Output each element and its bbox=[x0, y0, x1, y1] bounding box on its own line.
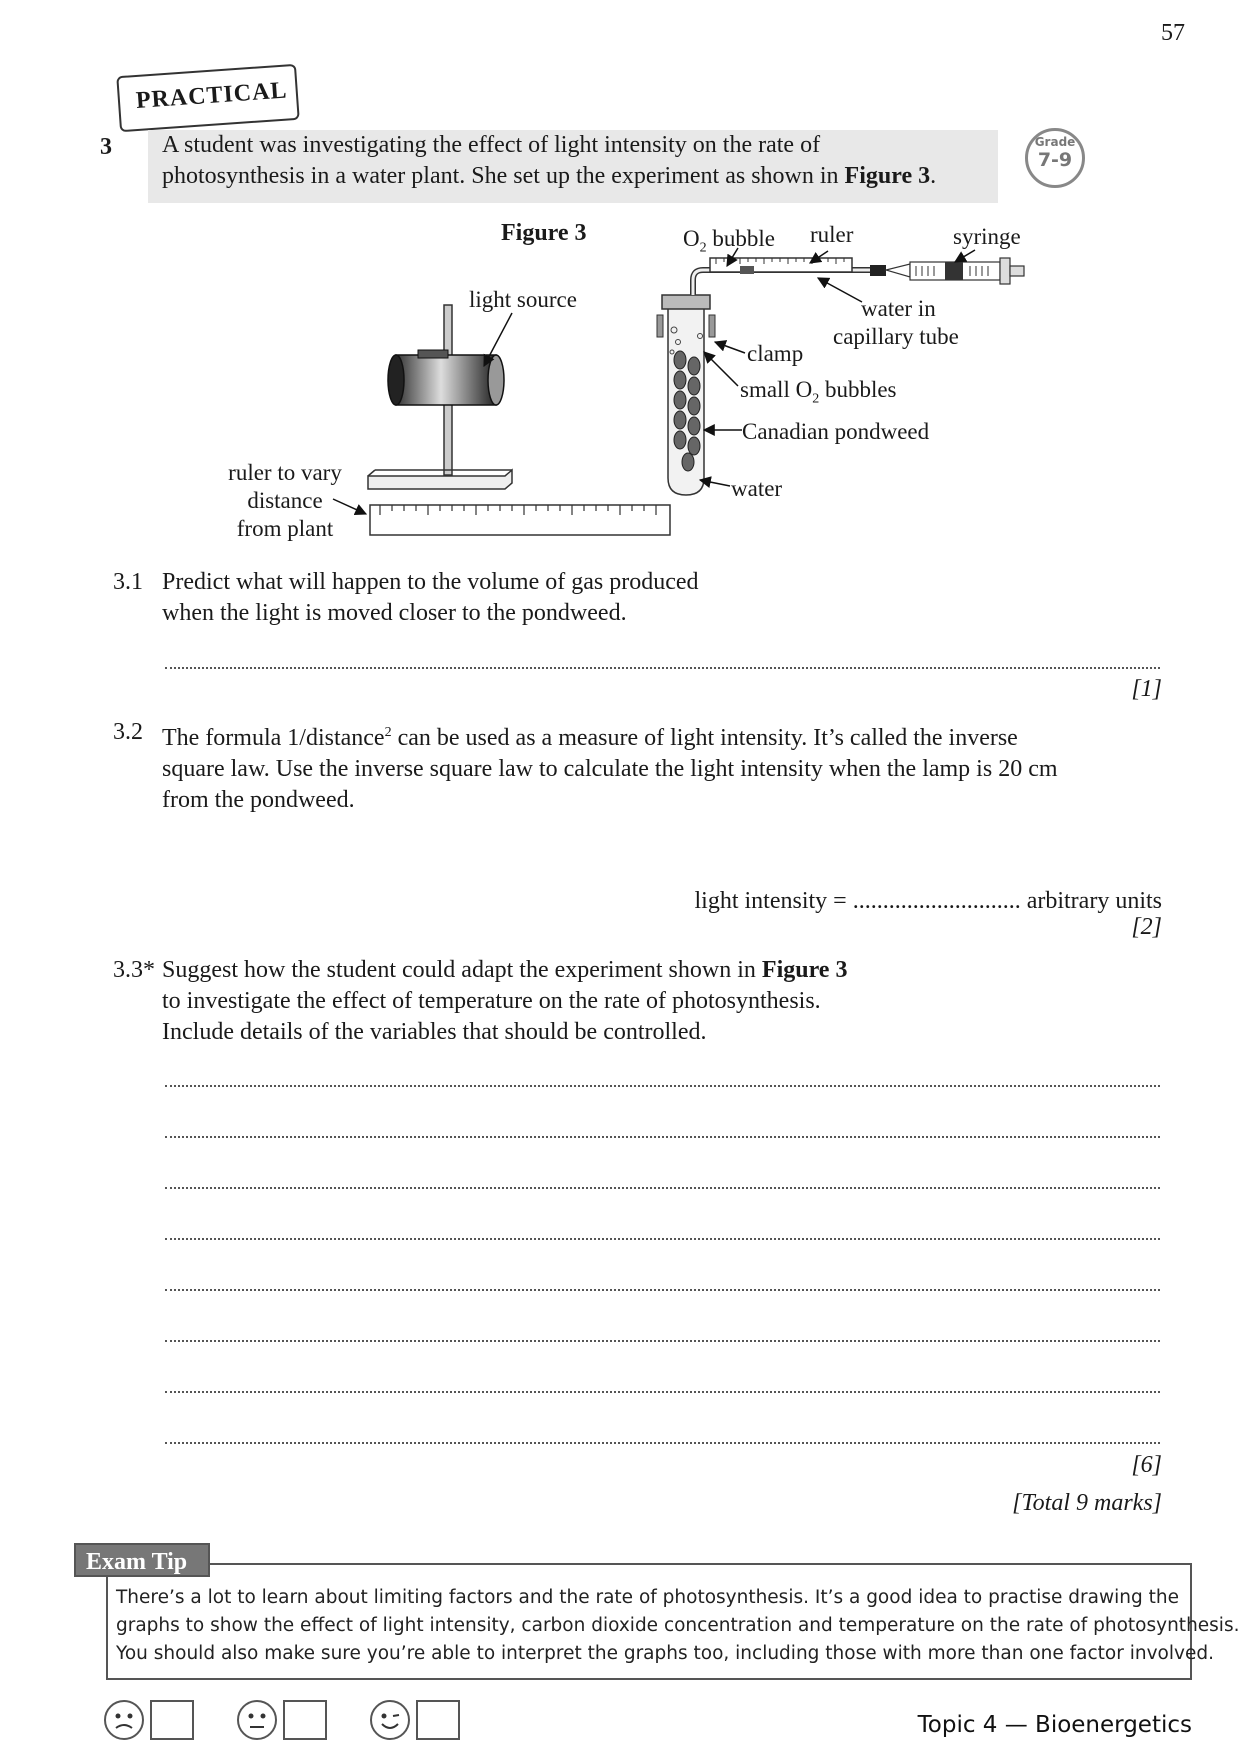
label-clamp: clamp bbox=[747, 341, 804, 366]
label-water: water bbox=[731, 476, 783, 501]
happy-face-icon bbox=[370, 1700, 410, 1740]
grade-badge-label: Grade bbox=[1034, 135, 1076, 149]
figure-title: Figure 3 bbox=[501, 220, 587, 246]
label-syringe: syringe bbox=[953, 224, 1021, 249]
q33-answer-line-3[interactable] bbox=[165, 1187, 1160, 1189]
lamp-icon bbox=[388, 350, 504, 405]
q33-answer-line-1[interactable] bbox=[165, 1085, 1160, 1087]
q33-answer-line-5[interactable] bbox=[165, 1289, 1160, 1291]
question-intro-line2: photosynthesis in a water plant. She set up the experiment as shown in Figure 3. bbox=[162, 163, 937, 189]
neutral-checkbox[interactable] bbox=[283, 1700, 327, 1740]
experiment-diagram bbox=[0, 0, 1240, 560]
label-small-bubbles: small $O_2$ bubbles bbox=[740, 377, 897, 407]
q32-number: 3.2 bbox=[113, 719, 143, 745]
label-light-source: light source bbox=[469, 287, 577, 312]
figure-ref: Figure 3 bbox=[844, 163, 931, 189]
grade-badge-value: 7-9 bbox=[1037, 149, 1073, 171]
exam-tip-text: There’s a lot to learn about limiting factors and the rate of photosynthesis. It’s a good idea to practise drawing the graphs to show the effect of light intensity, carbon dioxide concentration and temperature on the rate of photosynthesis. You should also make sure you’re able to interpret the graphs too, including those with more than one factor involved. bbox=[116, 1587, 1240, 1664]
label-ruler: ruler bbox=[810, 222, 854, 247]
sad-checkbox[interactable] bbox=[150, 1700, 194, 1740]
practical-tag-label: PRACTICAL bbox=[135, 77, 289, 114]
q32-marks: [2] bbox=[1131, 914, 1162, 940]
q32-answer-field[interactable]: ............................ bbox=[852, 888, 1021, 914]
q33-answer-line-6[interactable] bbox=[165, 1340, 1160, 1342]
footer-topic: Topic 4 — Bioenergetics bbox=[917, 1712, 1192, 1738]
question-intro-line1: A student was investigating the effect of light intensity on the rate of bbox=[162, 132, 821, 158]
sad-face-icon bbox=[104, 1700, 144, 1740]
q33-total: [Total 9 marks] bbox=[1012, 1490, 1162, 1516]
q33-answer-line-7[interactable] bbox=[165, 1391, 1160, 1393]
label-ruler-vary: ruler to vary distance from plant bbox=[228, 460, 342, 541]
q32-answer: light intensity = ............................ arbitrary units bbox=[694, 888, 1162, 914]
label-o2-bubble: $O_2$ bubble bbox=[683, 226, 775, 256]
page-number: 57 bbox=[1161, 20, 1185, 46]
q31-text: Predict what will happen to the volume of gas produced when the light is moved closer to the pondweed. bbox=[162, 569, 699, 626]
neutral-face-icon bbox=[237, 1700, 277, 1740]
q31-number: 3.1 bbox=[113, 569, 143, 595]
q33-answer-line-8[interactable] bbox=[165, 1442, 1160, 1444]
q31-marks: [1] bbox=[1131, 676, 1162, 702]
syringe-icon bbox=[870, 258, 1024, 284]
q33-text: Suggest how the student could adapt the experiment shown in Figure 3 to investigate the effect of temperature on the rate of photosynthesis. Include details of the variables that should be controlled. bbox=[162, 957, 848, 1045]
q31-answer-line[interactable] bbox=[165, 667, 1160, 669]
exam-tip-label: Exam Tip bbox=[74, 1543, 210, 1577]
q33-answer-line-2[interactable] bbox=[165, 1136, 1160, 1138]
label-canadian-pondweed: Canadian pondweed bbox=[742, 419, 930, 444]
q33-answer-line-4[interactable] bbox=[165, 1238, 1160, 1240]
q32-text: The formula 1/distance$^2$ can be used as a measure of light intensity. It’s called the inverse square law. Use the inverse square law to calculate the light intensity when the lamp is 20 cm from the pondweed. bbox=[162, 725, 1058, 813]
label-water-in: water in bbox=[861, 296, 936, 321]
happy-checkbox[interactable] bbox=[416, 1700, 460, 1740]
capillary-tube bbox=[693, 258, 880, 295]
q33-figure-ref: Figure 3 bbox=[761, 957, 848, 983]
distance-ruler bbox=[370, 505, 670, 535]
q33-number: 3.3* bbox=[113, 957, 155, 983]
label-capillary-tube: capillary tube bbox=[833, 324, 959, 349]
q33-marks: [6] bbox=[1131, 1452, 1162, 1478]
question-number: 3 bbox=[100, 134, 112, 160]
